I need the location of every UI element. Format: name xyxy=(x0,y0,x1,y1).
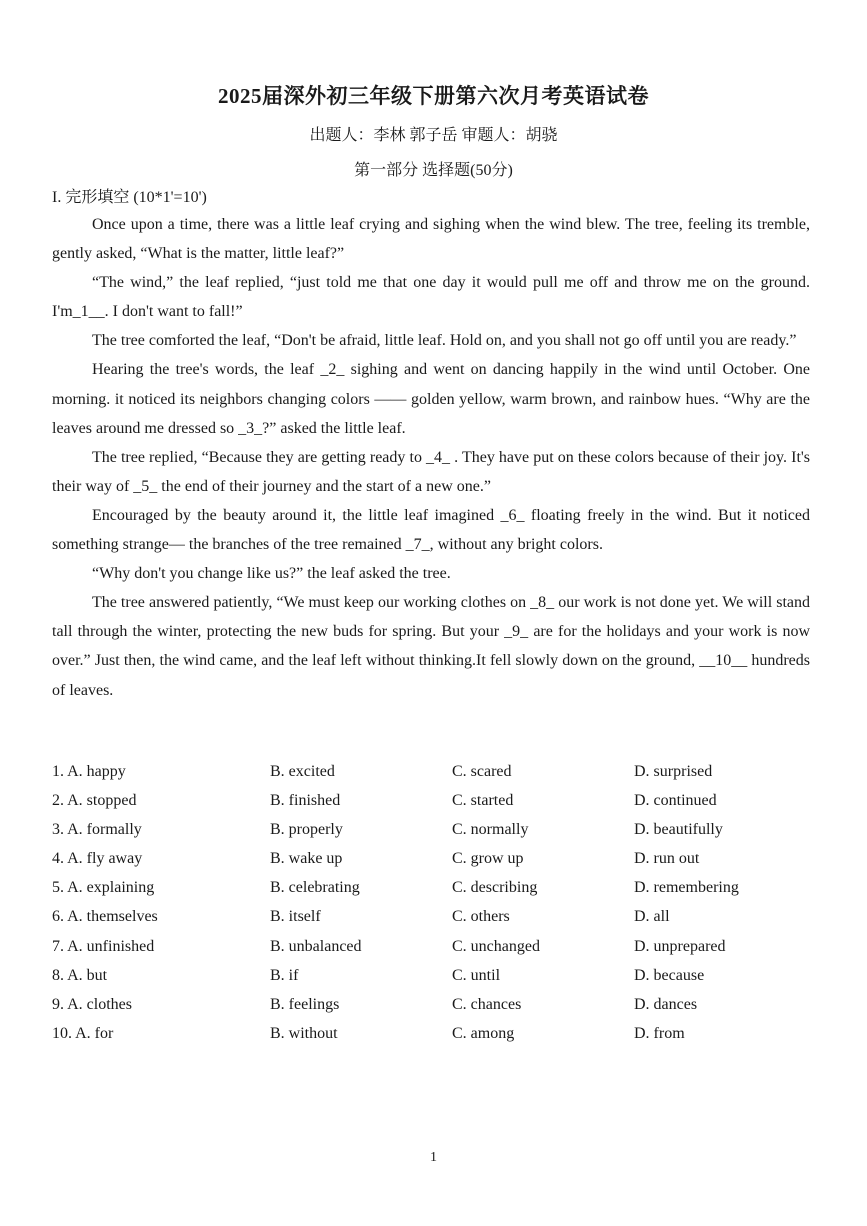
exam-title: 2025届深外初三年级下册第六次月考英语试卷 xyxy=(218,84,649,108)
option-d: D. because xyxy=(634,966,705,984)
option-b: B. celebrating xyxy=(270,879,360,897)
option-c: C. started xyxy=(452,792,514,810)
option-b: B. unbalanced xyxy=(270,937,362,955)
option-d: D. surprised xyxy=(634,763,713,780)
question-options-row xyxy=(52,990,812,1019)
option-a: 10. A. for xyxy=(52,1024,114,1042)
option-c: C. grow up xyxy=(452,850,524,868)
option-d: D. run out xyxy=(634,850,700,868)
question-options-row xyxy=(52,961,812,990)
option-b: B. excited xyxy=(270,763,335,780)
option-c: C. unchanged xyxy=(452,937,540,955)
passage-paragraph: “The wind,” the leaf replied, “just told me that one day it would pull me off and throw me on the ground. I'm_1__. I don't want to fall!” xyxy=(52,274,810,321)
option-c: C. until xyxy=(452,966,501,984)
question-options-row xyxy=(52,757,812,786)
option-a: 1. A. happy xyxy=(52,763,126,780)
option-c: C. describing xyxy=(452,879,538,897)
question-options-row xyxy=(52,873,812,902)
option-b: B. properly xyxy=(270,821,343,839)
question-options-row xyxy=(52,902,812,931)
option-b: B. if xyxy=(270,966,299,984)
passage-paragraph: The tree comforted the leaf, “Don't be afraid, little leaf. Hold on, and you shall not go off until you are ready.” xyxy=(92,332,797,350)
option-d: D. dances xyxy=(634,995,698,1013)
option-a: 7. A. unfinished xyxy=(52,937,155,955)
option-d: D. from xyxy=(634,1024,685,1042)
option-a: 9. A. clothes xyxy=(52,995,132,1013)
passage-paragraph: Hearing the tree's words, the leaf _2_ sighing and went on dancing happily in the wind until October. One morning. it noticed its neighbors changing colors —— golden yellow, warm brown, and rainbow hues. “Why are the leaves around me dressed so _3_?” asked the little leaf. xyxy=(52,361,810,437)
option-d: D. unprepared xyxy=(634,937,726,955)
option-a: 5. A. explaining xyxy=(52,879,155,897)
section-heading: I. 完形填空 (10*1'=10') xyxy=(52,189,207,206)
option-b: B. itself xyxy=(270,908,321,926)
option-a: 4. A. fly away xyxy=(52,850,143,868)
passage-paragraph: Once upon a time, there was a little leaf crying and sighing when the wind blew. The tree, feeling its tremble, gently asked, “What is the matter, little leaf?” xyxy=(52,216,810,263)
passage-paragraph: Encouraged by the beauty around it, the little leaf imagined _6_ floating freely in the wind. But it noticed something strange— the branches of the tree remained _7_, without any bright colors. xyxy=(52,506,810,554)
question-options-row xyxy=(52,932,812,961)
option-c: C. others xyxy=(452,908,510,926)
passage-paragraph: “Why don't you change like us?” the leaf asked the tree. xyxy=(92,565,451,583)
option-a: 3. A. formally xyxy=(52,821,142,839)
option-b: B. finished xyxy=(270,792,341,810)
option-d: D. beautifully xyxy=(634,821,723,839)
page-number: 1 xyxy=(430,1150,437,1165)
option-c: C. chances xyxy=(452,995,522,1013)
option-b: B. feelings xyxy=(270,995,340,1013)
option-b: B. wake up xyxy=(270,850,343,868)
option-c: C. normally xyxy=(452,821,529,839)
exam-authors: 出题人：李林 郭子岳 审题人：胡骁 xyxy=(309,127,558,144)
question-options-row xyxy=(52,815,812,844)
option-c: C. among xyxy=(452,1024,515,1042)
question-options-row xyxy=(52,1019,812,1048)
option-d: D. all xyxy=(634,908,670,926)
option-a: 2. A. stopped xyxy=(52,792,137,810)
option-d: D. continued xyxy=(634,792,717,810)
option-a: 8. A. but xyxy=(52,966,108,984)
cloze-passage xyxy=(52,210,810,705)
option-a: 6. A. themselves xyxy=(52,908,158,926)
option-d: D. remembering xyxy=(634,879,739,897)
question-options-row xyxy=(52,786,812,815)
option-c: C. scared xyxy=(452,763,512,780)
answer-options xyxy=(52,757,812,1048)
part-heading: 第一部分 选择题(50分) xyxy=(354,162,513,179)
passage-paragraph: The tree replied, “Because they are getting ready to _4_ . They have put on these colors because of their joy. It's their way of _5_ the end of their journey and the start of a new one.” xyxy=(52,448,810,495)
passage-paragraph: The tree answered patiently, “We must keep our working clothes on _8_ our work is not done yet. We will stand tall through the winter, protecting the new buds for spring. But your _9_ are for the holidays and your work is now over.” Just then, the wind came, and the leaf left without thinking.It fell slowly down on the ground, __10__ hundreds of leaves. xyxy=(52,594,810,699)
option-b: B. without xyxy=(270,1024,338,1042)
question-options-row xyxy=(52,844,812,873)
